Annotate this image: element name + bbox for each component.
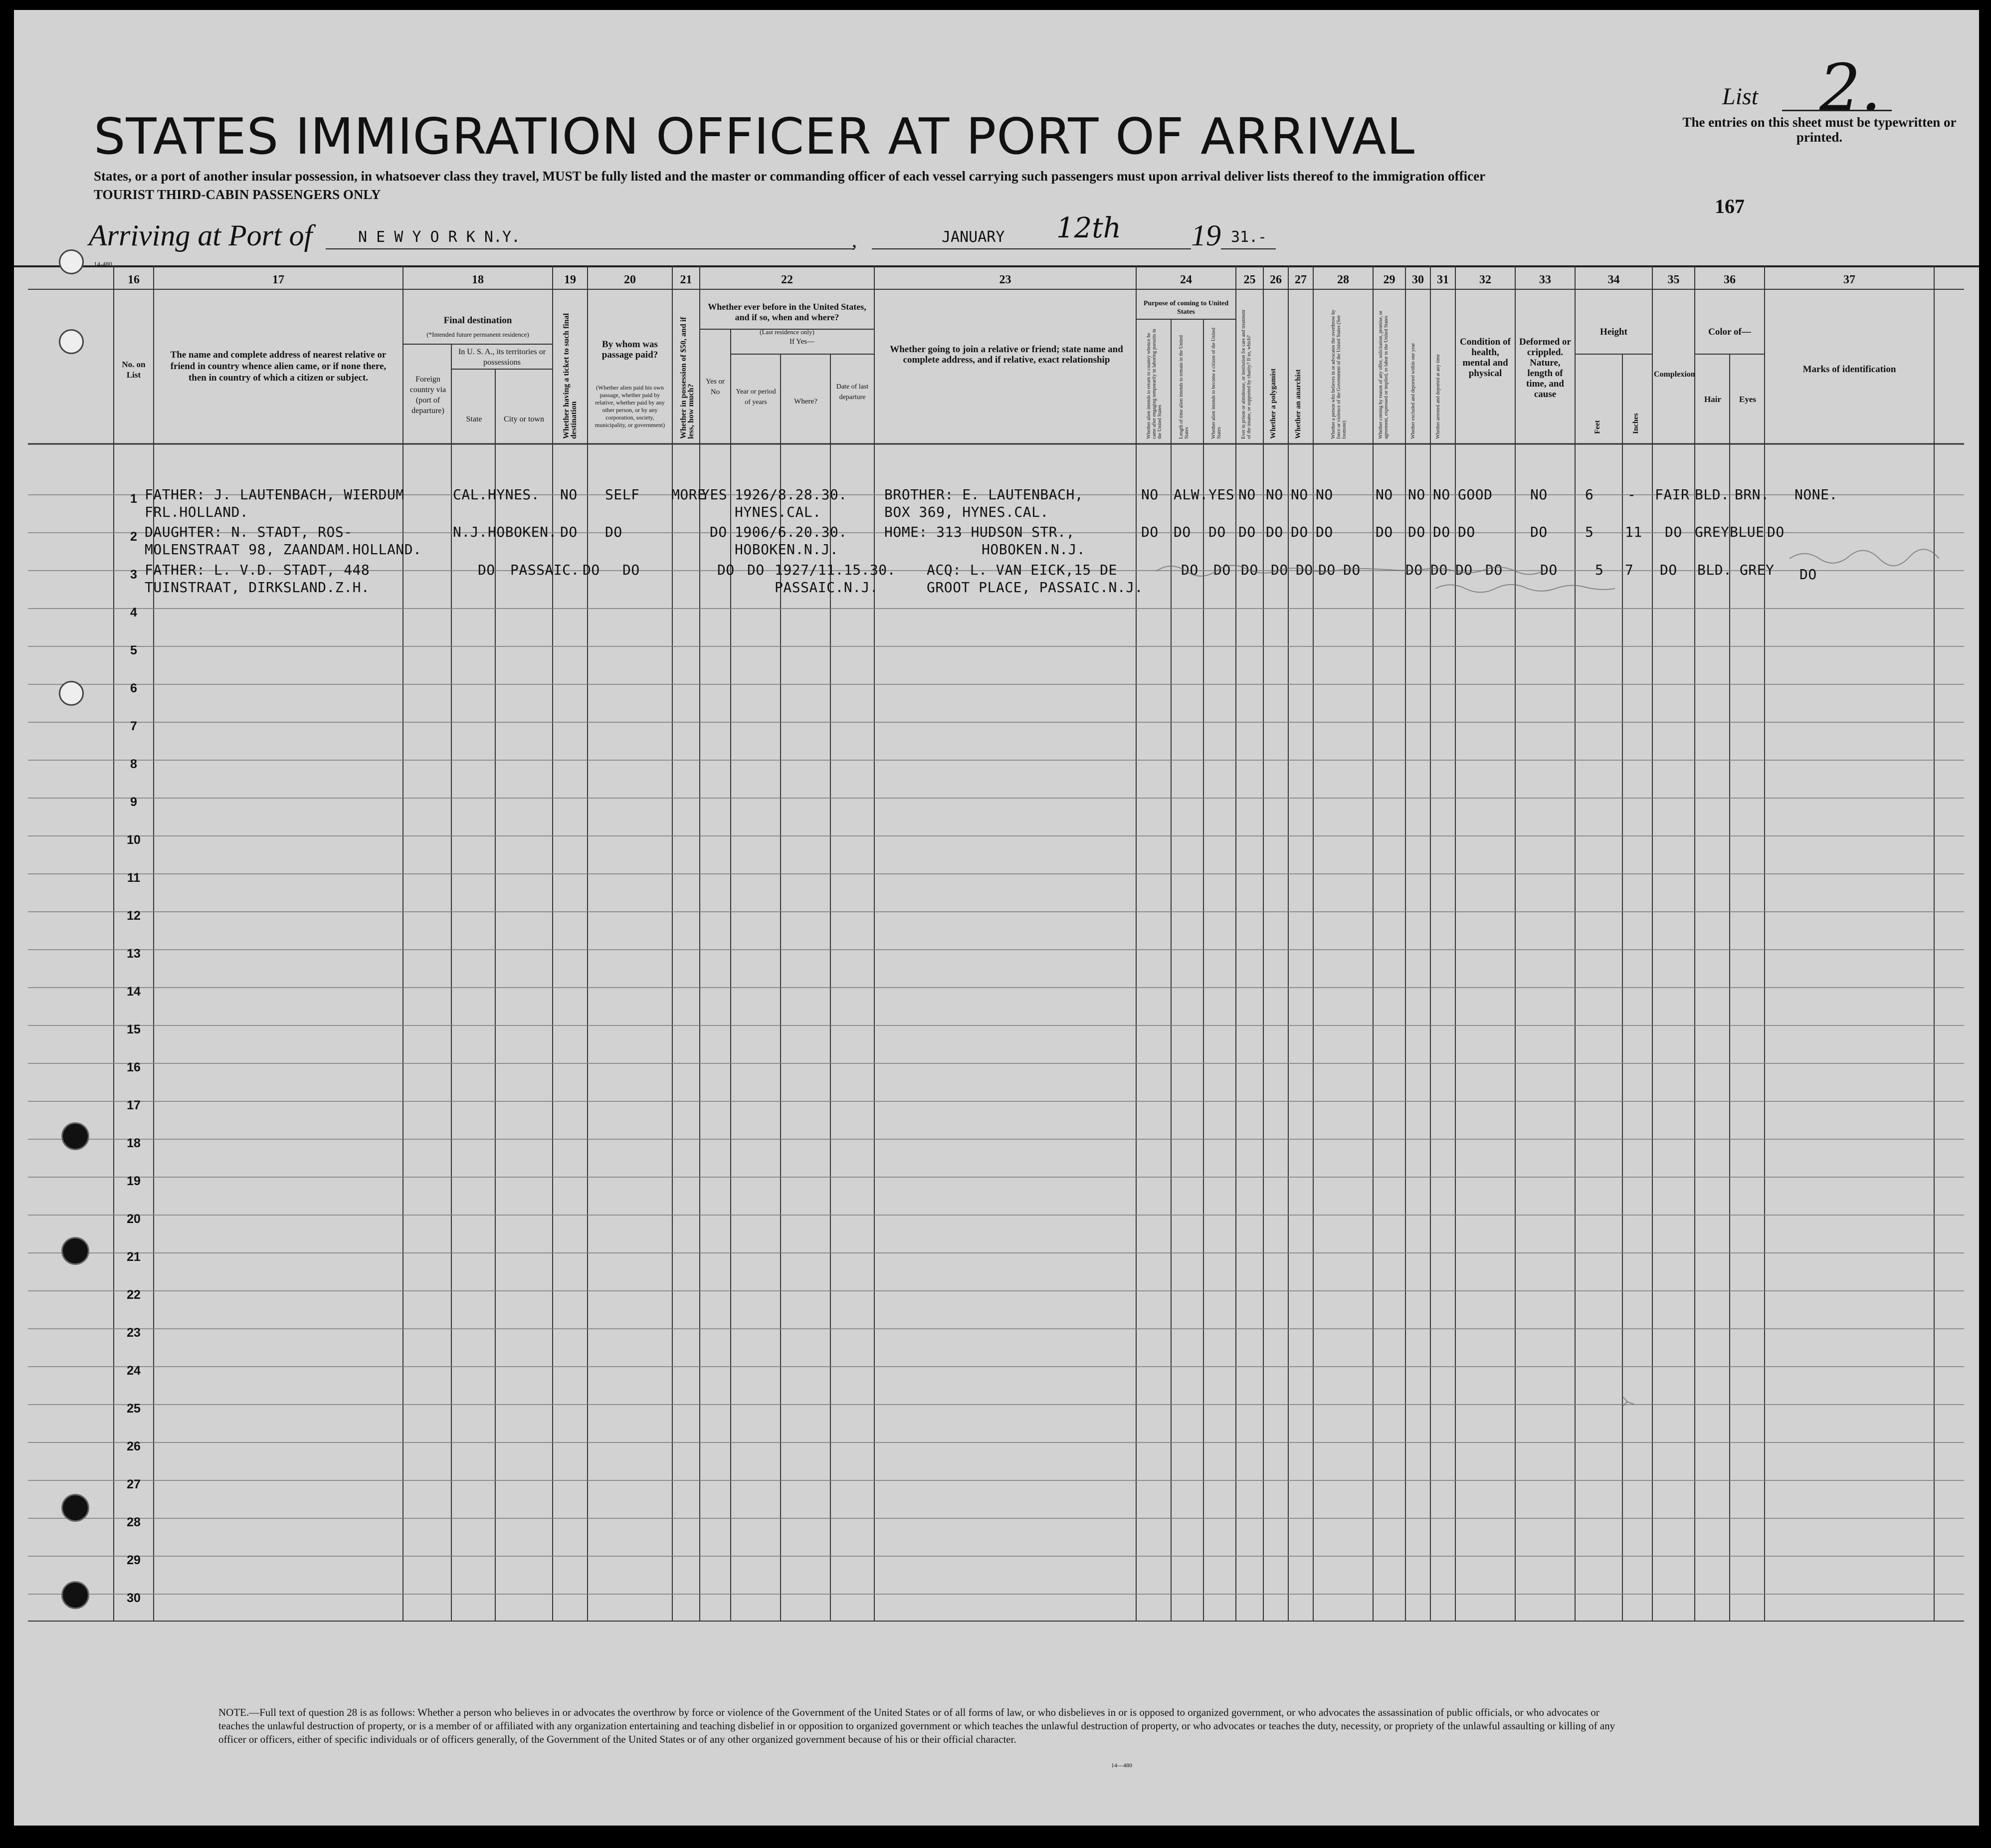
- header-color: Color of—: [1708, 327, 1751, 337]
- row3-c25: DO: [1271, 562, 1288, 578]
- row2-p24b: DO: [1174, 524, 1191, 540]
- row3-before: DO: [747, 562, 765, 578]
- row1-hair: BLD.: [1695, 486, 1730, 503]
- row3-c26: DO: [1296, 562, 1313, 578]
- row3-deformed: DO: [1540, 562, 1558, 578]
- colnum-29: 29: [1383, 273, 1395, 286]
- row2-relative-l2: MOLENSTRAAT 98, ZAANDAM.HOLLAND.: [145, 541, 422, 558]
- colnum-37: 37: [1843, 273, 1855, 286]
- header-if-yes: If Yes—: [789, 338, 814, 346]
- header-state: State: [466, 415, 482, 423]
- header-relative-address: The name and complete address of nearest relative or friend in country whence alien came, or if none there, then in country of which a citizen or subject.: [170, 350, 387, 383]
- row-number: 3: [130, 568, 137, 582]
- row2-marks: DO: [1767, 524, 1785, 540]
- row1-paid-by: SELF: [605, 486, 640, 503]
- header-money: Whether in possession of $50, and if less, how much?: [679, 317, 695, 439]
- punch-hole: [59, 329, 84, 354]
- row1-c30: NO: [1408, 486, 1425, 503]
- colnum-28: 28: [1337, 273, 1349, 286]
- header-excluded: Whether excluded and deported within one year: [1410, 343, 1416, 439]
- row1-eyes: BRN.: [1735, 486, 1770, 503]
- header-passage-paid-sub: (Whether alien paid his own passage, whether paid by relative, whether paid by any other person, or by any corporation, society, municipality, or government): [595, 384, 665, 428]
- row1-c26: NO: [1266, 486, 1283, 503]
- row-number: 17: [127, 1098, 141, 1112]
- row2-deformed: DO: [1530, 524, 1548, 540]
- footnote-q28: NOTE.—Full text of question 28 is as follows: Whether a person who believes in or advocates the overthrow by force or violence of the Government of the United States or of all forms of law, or who disbelieves in or is opposed to organized government, or who advocates the assassination of public officials, or who advocates or teaches the unlawful destruction of property, or is a member of or affiliated with any organization entertaining and teaching disbelief in or opposition to organized government or which teaches the unlawful destruction of property, or who advocates or teaches the duty, necessity, or propriety of the unlawful assaulting or killing of any officer or officers, either of specific individuals or of officers generally, of the Government of the United States or of any other organized government because of his or their official character.: [218, 1706, 1615, 1745]
- header-deformed: Deformed or crippled. Nature, length of time, and cause: [1519, 337, 1571, 400]
- row2-inches: 11: [1625, 524, 1642, 540]
- row-number: 5: [130, 643, 137, 657]
- header-year-period: Year or period of years: [736, 388, 776, 406]
- row2-city: HOBOKEN.: [488, 524, 557, 540]
- row2-where: HOBOKEN.N.J.: [735, 541, 839, 558]
- header-purpose-c: Whether alien intends to become a citizen of the United States: [1211, 328, 1222, 439]
- header-no-on-list: No. on List: [122, 360, 146, 380]
- pencil-mark: [1790, 549, 1939, 566]
- punch-hole: [59, 681, 84, 706]
- header-eyes: Eyes: [1739, 395, 1756, 404]
- row-number: 2: [130, 530, 137, 544]
- port-value: N E W Y O R K N.Y.: [358, 228, 521, 246]
- month-value: JANUARY: [942, 228, 1005, 246]
- header-final-destination-sub: (*Intended future permanent residence): [426, 331, 529, 338]
- list-label: List: [1722, 83, 1759, 110]
- row1-deformed: NO: [1530, 486, 1548, 503]
- colnum-26: 26: [1270, 273, 1282, 286]
- row2-c30: DO: [1408, 524, 1425, 540]
- header-yes-no: Yes or No: [705, 378, 725, 396]
- row3-ticket: DO: [583, 562, 600, 578]
- colnum-25: 25: [1243, 273, 1256, 286]
- header-overthrow: Whether a person who believes in or advocates the overthrow by force or violence of the Government of the United States (See footnote): [1331, 309, 1347, 439]
- row2-ticket: DO: [560, 524, 578, 540]
- row1-c28: NO: [1316, 486, 1333, 503]
- instructions-text: States, or a port of another insular possession, in whatsoever class they travel, MUST be fully listed and the master or commanding officer of each vessel carrying such passengers must upon arrival deliver lists thereof to the immigration officer: [94, 169, 1486, 184]
- arriving-label: Arriving at Port of: [89, 219, 313, 252]
- row3-paid-by: DO: [622, 562, 640, 578]
- colnum-23: 23: [999, 273, 1011, 286]
- row3-health: DO: [1485, 562, 1503, 578]
- header-passage-paid: By whom was passage paid?: [601, 339, 658, 360]
- row3-join-l1: ACQ: L. VAN EICK,15 DE: [927, 562, 1117, 578]
- row3-p24a: DO: [1181, 562, 1198, 578]
- row-number: 20: [127, 1212, 141, 1226]
- colnum-34: 34: [1607, 273, 1620, 286]
- class-line: TOURIST THIRD-CABIN PASSENGERS ONLY: [94, 187, 381, 202]
- row3-eyes: GREY: [1740, 562, 1775, 578]
- row-number: 24: [127, 1364, 141, 1378]
- row-number: 30: [127, 1591, 141, 1605]
- row2-years: 1906/6.20.30.: [735, 524, 847, 540]
- row1-join-l2: BOX 369, HYNES.CAL.: [884, 504, 1049, 520]
- row2-join-l2: HOBOKEN.N.J.: [982, 541, 1086, 558]
- stamp-number: 167: [1715, 195, 1745, 217]
- row1-city: HYNES.: [488, 486, 540, 503]
- pencil-mark: [1622, 1397, 1634, 1407]
- pencil-mark: [1435, 585, 1615, 593]
- row-number: 15: [127, 1023, 141, 1036]
- manifest-sheet: [14, 10, 1979, 1826]
- header-marks: Marks of identification: [1802, 364, 1896, 375]
- row-number: 25: [127, 1402, 141, 1416]
- form-code: 14-480: [94, 260, 112, 268]
- colnum-19: 19: [564, 273, 576, 286]
- header-date-departure: Date of last departure: [836, 383, 869, 401]
- colnum-24: 24: [1180, 273, 1192, 286]
- pencil-annotations: [14, 10, 1979, 1826]
- row1-p24a: NO: [1141, 486, 1159, 503]
- header-arrested: Whether arrested and deported at any time: [1435, 354, 1441, 439]
- header-city: City or town: [504, 415, 544, 423]
- row1-p24c: YES: [1208, 486, 1235, 503]
- row1-state: CAL.: [453, 486, 488, 503]
- row2-complexion: DO: [1665, 524, 1682, 540]
- row1-health: GOOD: [1458, 486, 1493, 503]
- row-number: 28: [127, 1515, 141, 1529]
- row-number: 6: [130, 681, 137, 695]
- header-health: Condition of health, mental and physical: [1460, 337, 1511, 379]
- colnum-21: 21: [680, 273, 692, 286]
- row3-c31: DO: [1455, 562, 1473, 578]
- pencil-mark: [1156, 566, 1545, 576]
- colnum-17: 17: [272, 273, 284, 286]
- header-where: Where?: [794, 398, 817, 406]
- comma-1: ,: [852, 229, 857, 251]
- entries-note: The entries on this sheet must be typewritten or printed.: [1682, 115, 1957, 145]
- header-purpose: Purpose of coming to United States: [1143, 300, 1229, 316]
- colnum-20: 20: [624, 273, 636, 286]
- row2-join-l1: HOME: 313 HUDSON STR.,: [884, 524, 1075, 540]
- header-purpose-a: Whether alien intends to return to country whence he came after engaging temporarily in laboring pursuits in the United States: [1146, 329, 1163, 439]
- header-anarchist: Whether an anarchist: [1294, 369, 1302, 439]
- row3-c30: DO: [1430, 562, 1448, 578]
- colnum-36: 36: [1724, 273, 1736, 286]
- row-number: 1: [130, 492, 137, 506]
- row1-money: MORE: [671, 486, 706, 503]
- header-labor-offer: Whether coming by reason of any offer, solicitation, promise, or agreement, expressed or implied, to labor in the United States: [1378, 310, 1389, 439]
- header-feet: Feet: [1593, 420, 1601, 434]
- colnum-30: 30: [1412, 273, 1424, 286]
- year-prefix: 19: [1191, 219, 1221, 252]
- row3-city: PASSAIC.: [510, 562, 580, 578]
- row-number: 8: [130, 757, 137, 771]
- row-number: 26: [127, 1439, 141, 1453]
- header-foreign-country: Foreign country via (port of departure): [409, 375, 446, 415]
- row2-health: DO: [1458, 524, 1475, 540]
- punch-hole: [59, 249, 84, 274]
- header-before-in-us: Whether ever before in the United States, and if so, when and where?: [708, 302, 866, 322]
- row3-join-l2: GROOT PLACE, PASSAIC.N.J.: [927, 579, 1143, 596]
- row3-money: DO: [717, 562, 735, 578]
- header-ticket: Whether having a ticket to such final destination: [562, 313, 578, 439]
- row-number: 19: [127, 1174, 141, 1188]
- header-before-in-us-sub: (Last residence only): [760, 328, 814, 336]
- row3-complexion: DO: [1660, 562, 1677, 578]
- row-number: 11: [127, 871, 141, 885]
- header-polygamist: Whether a polygamist: [1269, 368, 1277, 439]
- header-complexion: Complexion: [1654, 370, 1695, 379]
- row-number: 22: [127, 1288, 141, 1302]
- row1-c29: NO: [1376, 486, 1393, 503]
- row-number: 21: [127, 1250, 141, 1264]
- row3-relative-l1: FATHER: L. V.D. STADT, 448: [145, 562, 370, 578]
- row-number: 12: [127, 909, 141, 923]
- row1-relative-l1: FATHER: J. LAUTENBACH, WIERDUM: [145, 486, 404, 503]
- row2-c25: DO: [1238, 524, 1256, 540]
- row1-years: 1926/8.28.30.: [735, 486, 847, 503]
- colnum-22: 22: [781, 273, 793, 286]
- row3-years: 1927/11.15.30.: [775, 562, 896, 578]
- row-number: 27: [127, 1477, 141, 1491]
- year-suffix: 31.-: [1231, 228, 1267, 246]
- header-in-usa: In U. S. A., its territories or possessions: [458, 348, 546, 367]
- row-number: 18: [127, 1136, 141, 1150]
- row1-c31: NO: [1433, 486, 1450, 503]
- row-number: 14: [127, 985, 141, 999]
- row2-c31: DO: [1433, 524, 1450, 540]
- day-value: 12th: [1056, 212, 1121, 244]
- header-inches: Inches: [1632, 413, 1640, 434]
- row1-where: HYNES.CAL.: [735, 504, 821, 520]
- row3-c27: DO: [1318, 562, 1336, 578]
- row-number: 7: [130, 719, 137, 733]
- row2-state: N.J.: [453, 524, 488, 540]
- punch-hole: [61, 1494, 89, 1522]
- header-purpose-b: Length of time alien intends to remain in the United States: [1179, 335, 1190, 439]
- row2-c26: DO: [1266, 524, 1283, 540]
- row3-relative-l2: TUINSTRAAT, DIRKSLAND.Z.H.: [145, 579, 370, 596]
- row1-p24b: ALW.: [1174, 486, 1208, 503]
- row1-c25: NO: [1238, 486, 1256, 503]
- row3-c29: DO: [1405, 562, 1423, 578]
- row3-c28: DO: [1343, 562, 1361, 578]
- row-number: 10: [127, 833, 141, 847]
- row1-c27: NO: [1291, 486, 1308, 503]
- row2-paid-by: DO: [605, 524, 622, 540]
- row2-eyes: BLUE: [1730, 524, 1765, 540]
- colnum-33: 33: [1539, 273, 1551, 286]
- row2-p24c: DO: [1208, 524, 1226, 540]
- list-number: 2.: [1819, 50, 1882, 126]
- row2-c28: DO: [1316, 524, 1333, 540]
- row2-c29: DO: [1376, 524, 1393, 540]
- row3-p24b: DO: [1213, 562, 1231, 578]
- colnum-35: 35: [1667, 273, 1680, 286]
- row-number: 23: [127, 1326, 141, 1340]
- row2-before: DO: [710, 524, 727, 540]
- row2-p24a: DO: [1141, 524, 1159, 540]
- header-final-destination: Final destination: [443, 315, 512, 326]
- row3-hair: BLD.: [1697, 562, 1732, 578]
- row3-where: PASSAIC.N.J.: [775, 579, 879, 596]
- header-prison: Ever in prison or almshouse, or institution for care and treatment of the insane, or supported by charity? If so, which?: [1241, 309, 1252, 439]
- row1-feet: 6: [1585, 486, 1594, 503]
- punch-hole: [61, 1122, 89, 1150]
- row1-relative-l2: FRL.HOLLAND.: [145, 504, 249, 520]
- header-hair: Hair: [1704, 395, 1721, 404]
- colnum-32: 32: [1479, 273, 1491, 286]
- row2-relative-l1: DAUGHTER: N. STADT, ROS-: [145, 524, 353, 540]
- colnum-27: 27: [1295, 273, 1307, 286]
- row1-complexion: FAIR: [1655, 486, 1690, 503]
- colnum-16: 16: [128, 273, 140, 286]
- row2-c27: DO: [1291, 524, 1308, 540]
- punch-hole: [61, 1581, 89, 1609]
- page-title: STATES IMMIGRATION OFFICER AT PORT OF ARRIVAL: [94, 107, 1415, 166]
- row1-inches: -: [1627, 486, 1636, 503]
- footer-code: 14—480: [1111, 1762, 1132, 1769]
- colnum-18: 18: [472, 273, 484, 286]
- row-number: 9: [130, 795, 137, 809]
- header-height: Height: [1600, 327, 1627, 337]
- row1-before: YES: [701, 486, 728, 503]
- row3-inches: 7: [1625, 562, 1634, 578]
- row2-feet: 5: [1585, 524, 1594, 540]
- row3-state: DO: [478, 562, 495, 578]
- row-number: 13: [127, 947, 141, 961]
- row1-marks: NONE.: [1794, 486, 1838, 503]
- row1-ticket: NO: [560, 486, 578, 503]
- row-number: 16: [127, 1060, 141, 1074]
- row-number: 29: [127, 1553, 141, 1567]
- row2-hair: GREY: [1695, 524, 1730, 540]
- punch-hole: [61, 1237, 89, 1265]
- header-join-relative: Whether going to join a relative or friend; state name and complete address, and if relative, exact relationship: [890, 344, 1123, 365]
- row3-p24c: DO: [1241, 562, 1258, 578]
- colnum-31: 31: [1437, 273, 1449, 286]
- row3-marks: DO: [1799, 566, 1817, 583]
- row3-feet: 5: [1595, 562, 1604, 578]
- row1-join-l1: BROTHER: E. LAUTENBACH,: [884, 486, 1084, 503]
- row-number: 4: [130, 606, 137, 619]
